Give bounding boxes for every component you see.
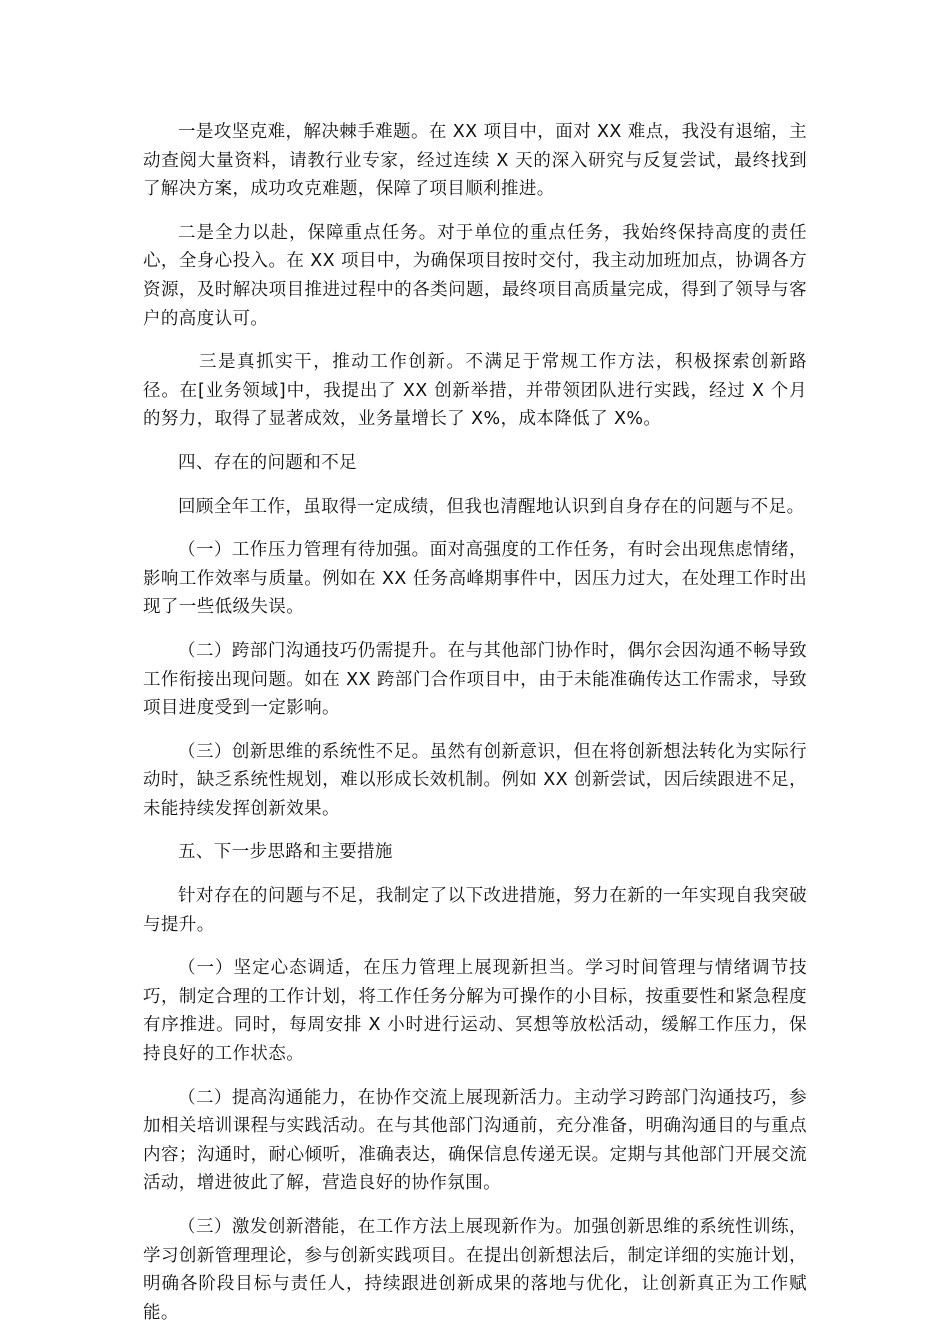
paragraph-problem-communication: （二）跨部门沟通技巧仍需提升。在与其他部门协作时，偶尔会因沟通不畅导致工作衔接出现问题。如在 XX 跨部门合作项目中，由于未能准确传达工作需求，导致项目进度受到一定影响。 <box>143 640 807 719</box>
paragraph-measure-mindset: （一）坚定心态调适，在压力管理上展现新担当。学习时间管理与情绪调节技巧，制定合理的工作计划，将工作任务分解为可操作的小目标，按重要性和紧急程度有序推进。同时，每周安排 X 小时进行运动、冥想等放松活动，缓解工作压力，保持良好的工作状态。 <box>143 958 807 1065</box>
paragraph-measure-communication: （二）提高沟通能力，在协作交流上展现新活力。主动学习跨部门沟通技巧，参加相关培训课程与实践活动。在与其他部门沟通前，充分准备，明确沟通目的与重点内容；沟通时，耐心倾听，准确表达，确保信息传递无误。定期与其他部门开展交流活动，增进彼此了解，营造良好的协作氛围。 <box>143 1087 807 1194</box>
paragraph-problem-innovation: （三）创新思维的系统性不足。虽然有创新意识，但在将创新想法转化为实际行动时，缺乏系统性规划，难以形成长效机制。例如 XX 创新尝试，因后续跟进不足，未能持续发挥创新效果。 <box>143 741 807 819</box>
paragraph-work-innovation: 三是真抓实干，推动工作创新。不满足于常规工作方法，积极探索创新路径。在[业务领域]中，我提出了 XX 创新举措，并带领团队进行实践，经过 X 个月的努力，取得了显著成效，业务量增长了 X%，成本降低了 X%。 <box>143 352 807 430</box>
paragraph-review-year: 回顾全年工作，虽取得一定成绩，但我也清醒地认识到自身存在的问题与不足。 <box>178 496 805 517</box>
section-heading-next-steps: 五、下一步思路和主要措施 <box>178 842 393 863</box>
paragraph-problem-pressure: （一）工作压力管理有待加强。面对高强度的工作任务，有时会出现焦虑情绪，影响工作效率与质量。例如在 XX 任务高峰期事件中，因压力过大，在处理工作时出现了一些低级失误。 <box>143 540 807 618</box>
paragraph-tackle-difficulties: 一是攻坚克难，解决棘手难题。在 XX 项目中，面对 XX 难点，我没有退缩，主动查阅大量资料，请教行业专家，经过连续 X 天的深入研究与反复尝试，最终找到了解决方案，成功攻克难题，保障了项目顺利推进。 <box>143 122 807 200</box>
document-body <box>143 118 807 1342</box>
section-heading-problems: 四、存在的问题和不足 <box>178 452 357 473</box>
paragraph-key-tasks: 二是全力以赴，保障重点任务。对于单位的重点任务，我始终保持高度的责任心，全身心投入。在 XX 项目中，为确保项目按时交付，我主动加班加点，协调各方资源，及时解决项目推进过程中的各类问题，最终项目高质量完成，得到了领导与客户的高度认可。 <box>143 222 807 329</box>
paragraph-measure-innovation: （三）激发创新潜能，在工作方法上展现新作为。加强创新思维的系统性训练，学习创新管理理论，参与创新实践项目。在提出创新想法后，制定详细的实施计划，明确各阶段目标与责任人，持续跟进创新成果的落地与优化，让创新真正为工作赋能。 <box>143 1217 807 1323</box>
paragraph-improvement-intro: 针对存在的问题与不足，我制定了以下改进措施，努力在新的一年实现自我突破与提升。 <box>143 886 807 935</box>
